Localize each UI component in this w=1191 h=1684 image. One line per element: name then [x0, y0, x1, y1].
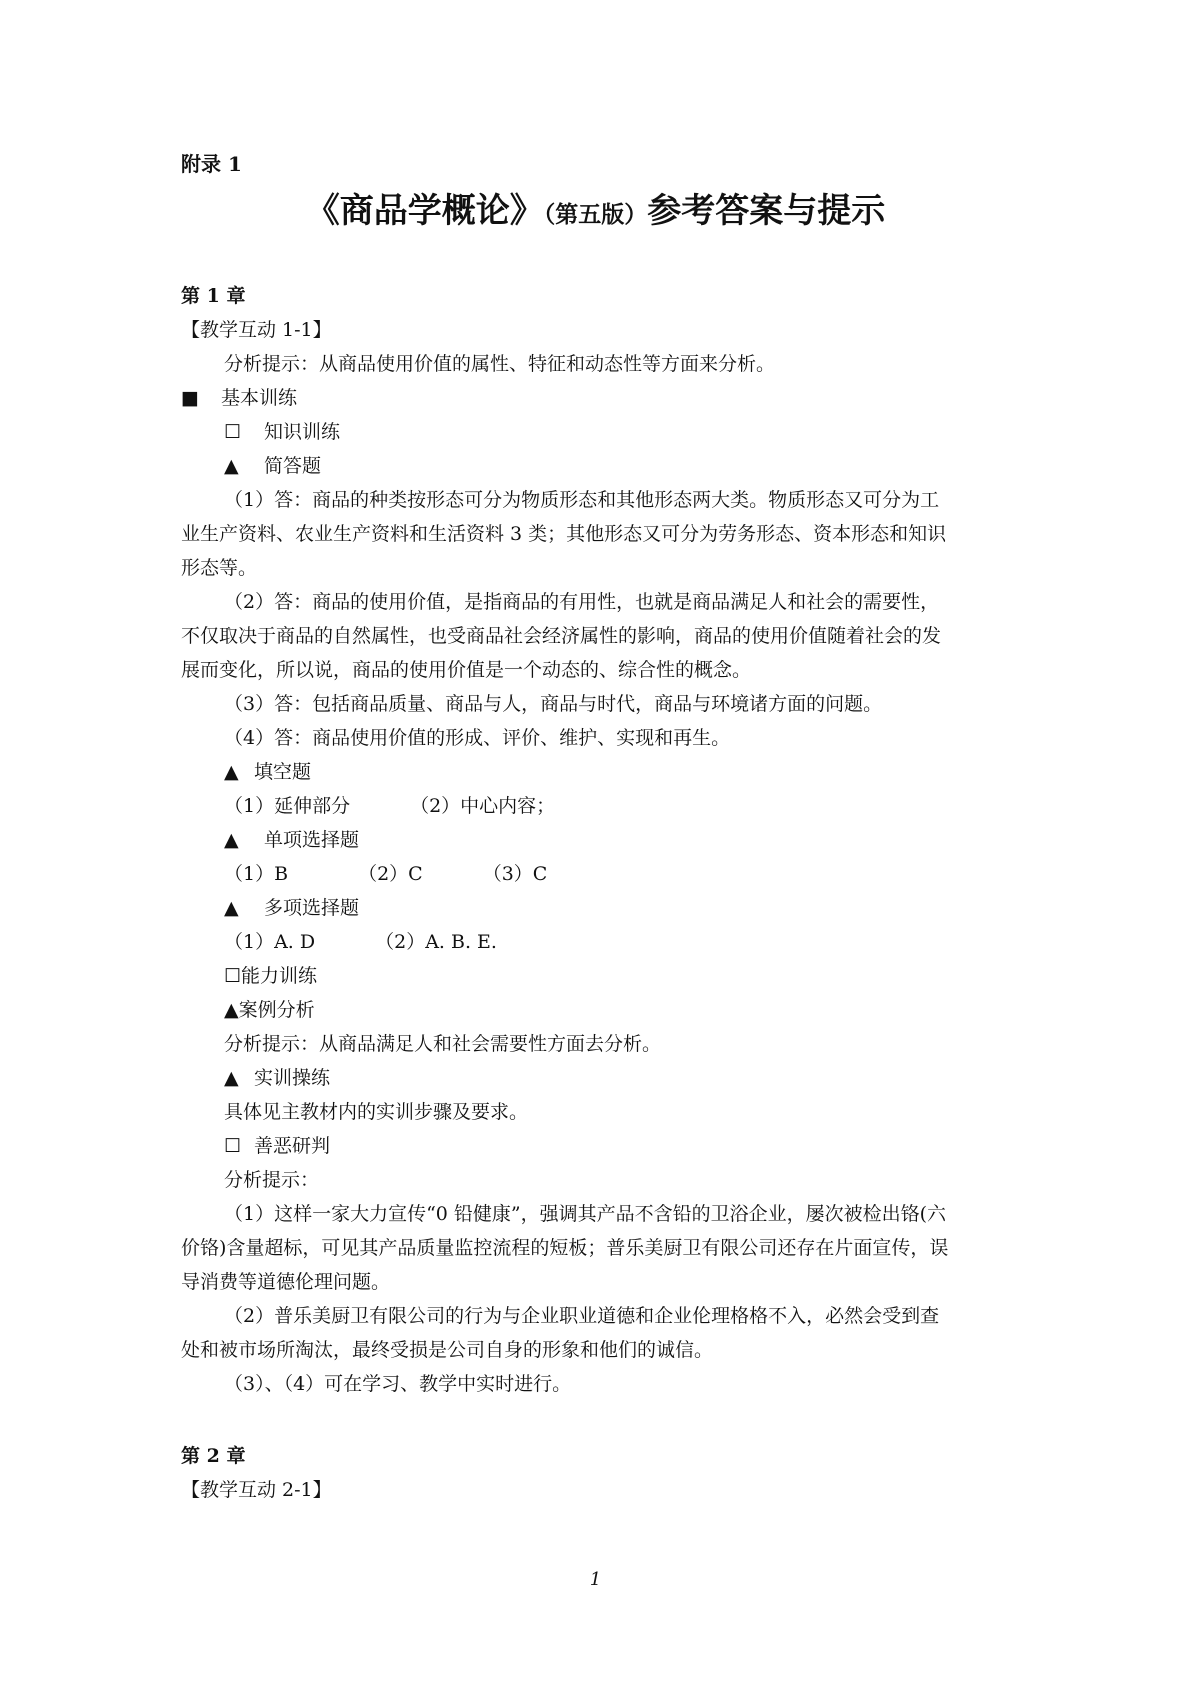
filled-square-icon: ■: [181, 387, 199, 409]
knowledge-training-heading: [224, 415, 1054, 449]
title-suffix: 参考答案与提示: [647, 191, 886, 231]
fill-blank-heading: [224, 755, 1054, 789]
ethics-heading: [224, 1129, 1054, 1163]
case-analysis-heading: ▲案例分析: [224, 999, 315, 1021]
triangle-icon: ▲: [224, 761, 239, 783]
answer-2-line-2: 不仅取决于商品的自然属性，也受商品社会经济属性的影响，商品的使用价值随着社会的发: [181, 625, 942, 647]
answer-3: （3）答：包括商品质量、商品与人，商品与时代，商品与环境诸方面的问题。: [224, 693, 883, 715]
multi-answer-2: （2）A. B. E.: [375, 931, 497, 953]
interaction-1-1-hint: 分析提示：从商品使用价值的属性、特征和动态性等方面来分析。: [224, 353, 776, 375]
multi-choice-label: 多项选择题: [264, 897, 360, 919]
single-answer-2: （2）C: [358, 863, 423, 885]
multi-choice-heading: [224, 891, 1054, 925]
single-answer-3: （3）C: [482, 863, 548, 885]
title-main: 《商品学概论》: [305, 191, 544, 231]
fill-blank-label: 填空题: [254, 761, 312, 783]
triangle-icon: ▲: [224, 829, 239, 851]
multi-choice-answers: [224, 925, 1054, 959]
chapter-1-heading: 第 1 章: [181, 285, 246, 307]
single-choice-heading: [224, 823, 1054, 857]
ethics-2-line-2: 处和被市场所淘汰，最终受损是公司自身的形象和他们的诚信。: [181, 1339, 714, 1361]
chapter-2-heading: 第 2 章: [181, 1445, 246, 1467]
case-analysis-hint: 分析提示：从商品满足人和社会需要性方面去分析。: [224, 1033, 662, 1055]
triangle-icon: ▲: [224, 897, 239, 919]
triangle-icon: ▲: [224, 1067, 239, 1089]
interaction-1-1: 【教学互动 1-1】: [181, 319, 332, 341]
answer-1-line-2: 业生产资料、农业生产资料和生活资料 3 类；其他形态又可分为劳务形态、资本形态和知识: [181, 523, 947, 545]
answer-1-line-3: 形态等。: [181, 557, 258, 579]
appendix-label: 附录 1: [181, 152, 242, 176]
single-answer-1: （1）B: [224, 863, 289, 885]
short-answer-heading: [224, 449, 1054, 483]
answer-2-line-3: 展而变化，所以说，商品的使用价值是一个动态的、综合性的概念。: [181, 659, 752, 681]
ethics-1-line-2: 价铬)含量超标，可见其产品质量监控流程的短板；普乐美厨卫有限公司还存在片面宣传，误: [181, 1237, 949, 1259]
ethics-1-line-1: （1）这样一家大力宣传“0 铅健康”，强调其产品不含铅的卫浴企业，屡次被检出铬(六: [224, 1203, 947, 1225]
practice-heading: [224, 1061, 1054, 1095]
document-title: [0, 186, 1191, 240]
single-choice-answers: [224, 857, 1054, 891]
knowledge-training-label: 知识训练: [264, 421, 341, 443]
practice-label: 实训操练: [254, 1067, 331, 1089]
ethics-1-line-3: 导消费等道德伦理问题。: [181, 1271, 391, 1293]
ethics-hint: 分析提示：: [224, 1169, 320, 1191]
ethics-3-4: （3）、（4）可在学习、教学中实时进行。: [224, 1373, 572, 1395]
empty-square-icon: ☐: [224, 1135, 242, 1157]
answer-2-line-1: （2）答：商品的使用价值，是指商品的有用性，也就是商品满足人和社会的需要性，: [224, 591, 940, 613]
interaction-2-1: 【教学互动 2-1】: [181, 1479, 332, 1501]
practice-text: 具体见主教材内的实训步骤及要求。: [224, 1101, 529, 1123]
short-answer-label: 简答题: [264, 455, 322, 477]
ethics-2-line-1: （2）普乐美厨卫有限公司的行为与企业职业道德和企业伦理格格不入，必然会受到查: [224, 1305, 940, 1327]
answer-4: （4）答：商品使用价值的形成、评价、维护、实现和再生。: [224, 727, 731, 749]
empty-square-icon: ☐: [224, 421, 242, 443]
fill-blank-answers: [224, 789, 1054, 823]
title-edition: （第五版）: [543, 202, 648, 228]
multi-answer-1: （1）A. D: [224, 931, 316, 953]
fill-answer-1: （1）延伸部分: [224, 795, 351, 817]
fill-answer-2: （2）中心内容；: [410, 795, 556, 817]
basic-training-label: 基本训练: [221, 387, 298, 409]
triangle-icon: ▲: [224, 455, 239, 477]
page-number: 1: [589, 1569, 602, 1590]
single-choice-label: 单项选择题: [264, 829, 360, 851]
ability-training-heading: ☐能力训练: [224, 965, 318, 987]
basic-training-heading: [181, 381, 1011, 415]
ethics-label: 善恶研判: [254, 1135, 331, 1157]
answer-1-line-1: （1）答：商品的种类按形态可分为物质形态和其他形态两大类。物质形态又可分为工: [224, 489, 940, 511]
